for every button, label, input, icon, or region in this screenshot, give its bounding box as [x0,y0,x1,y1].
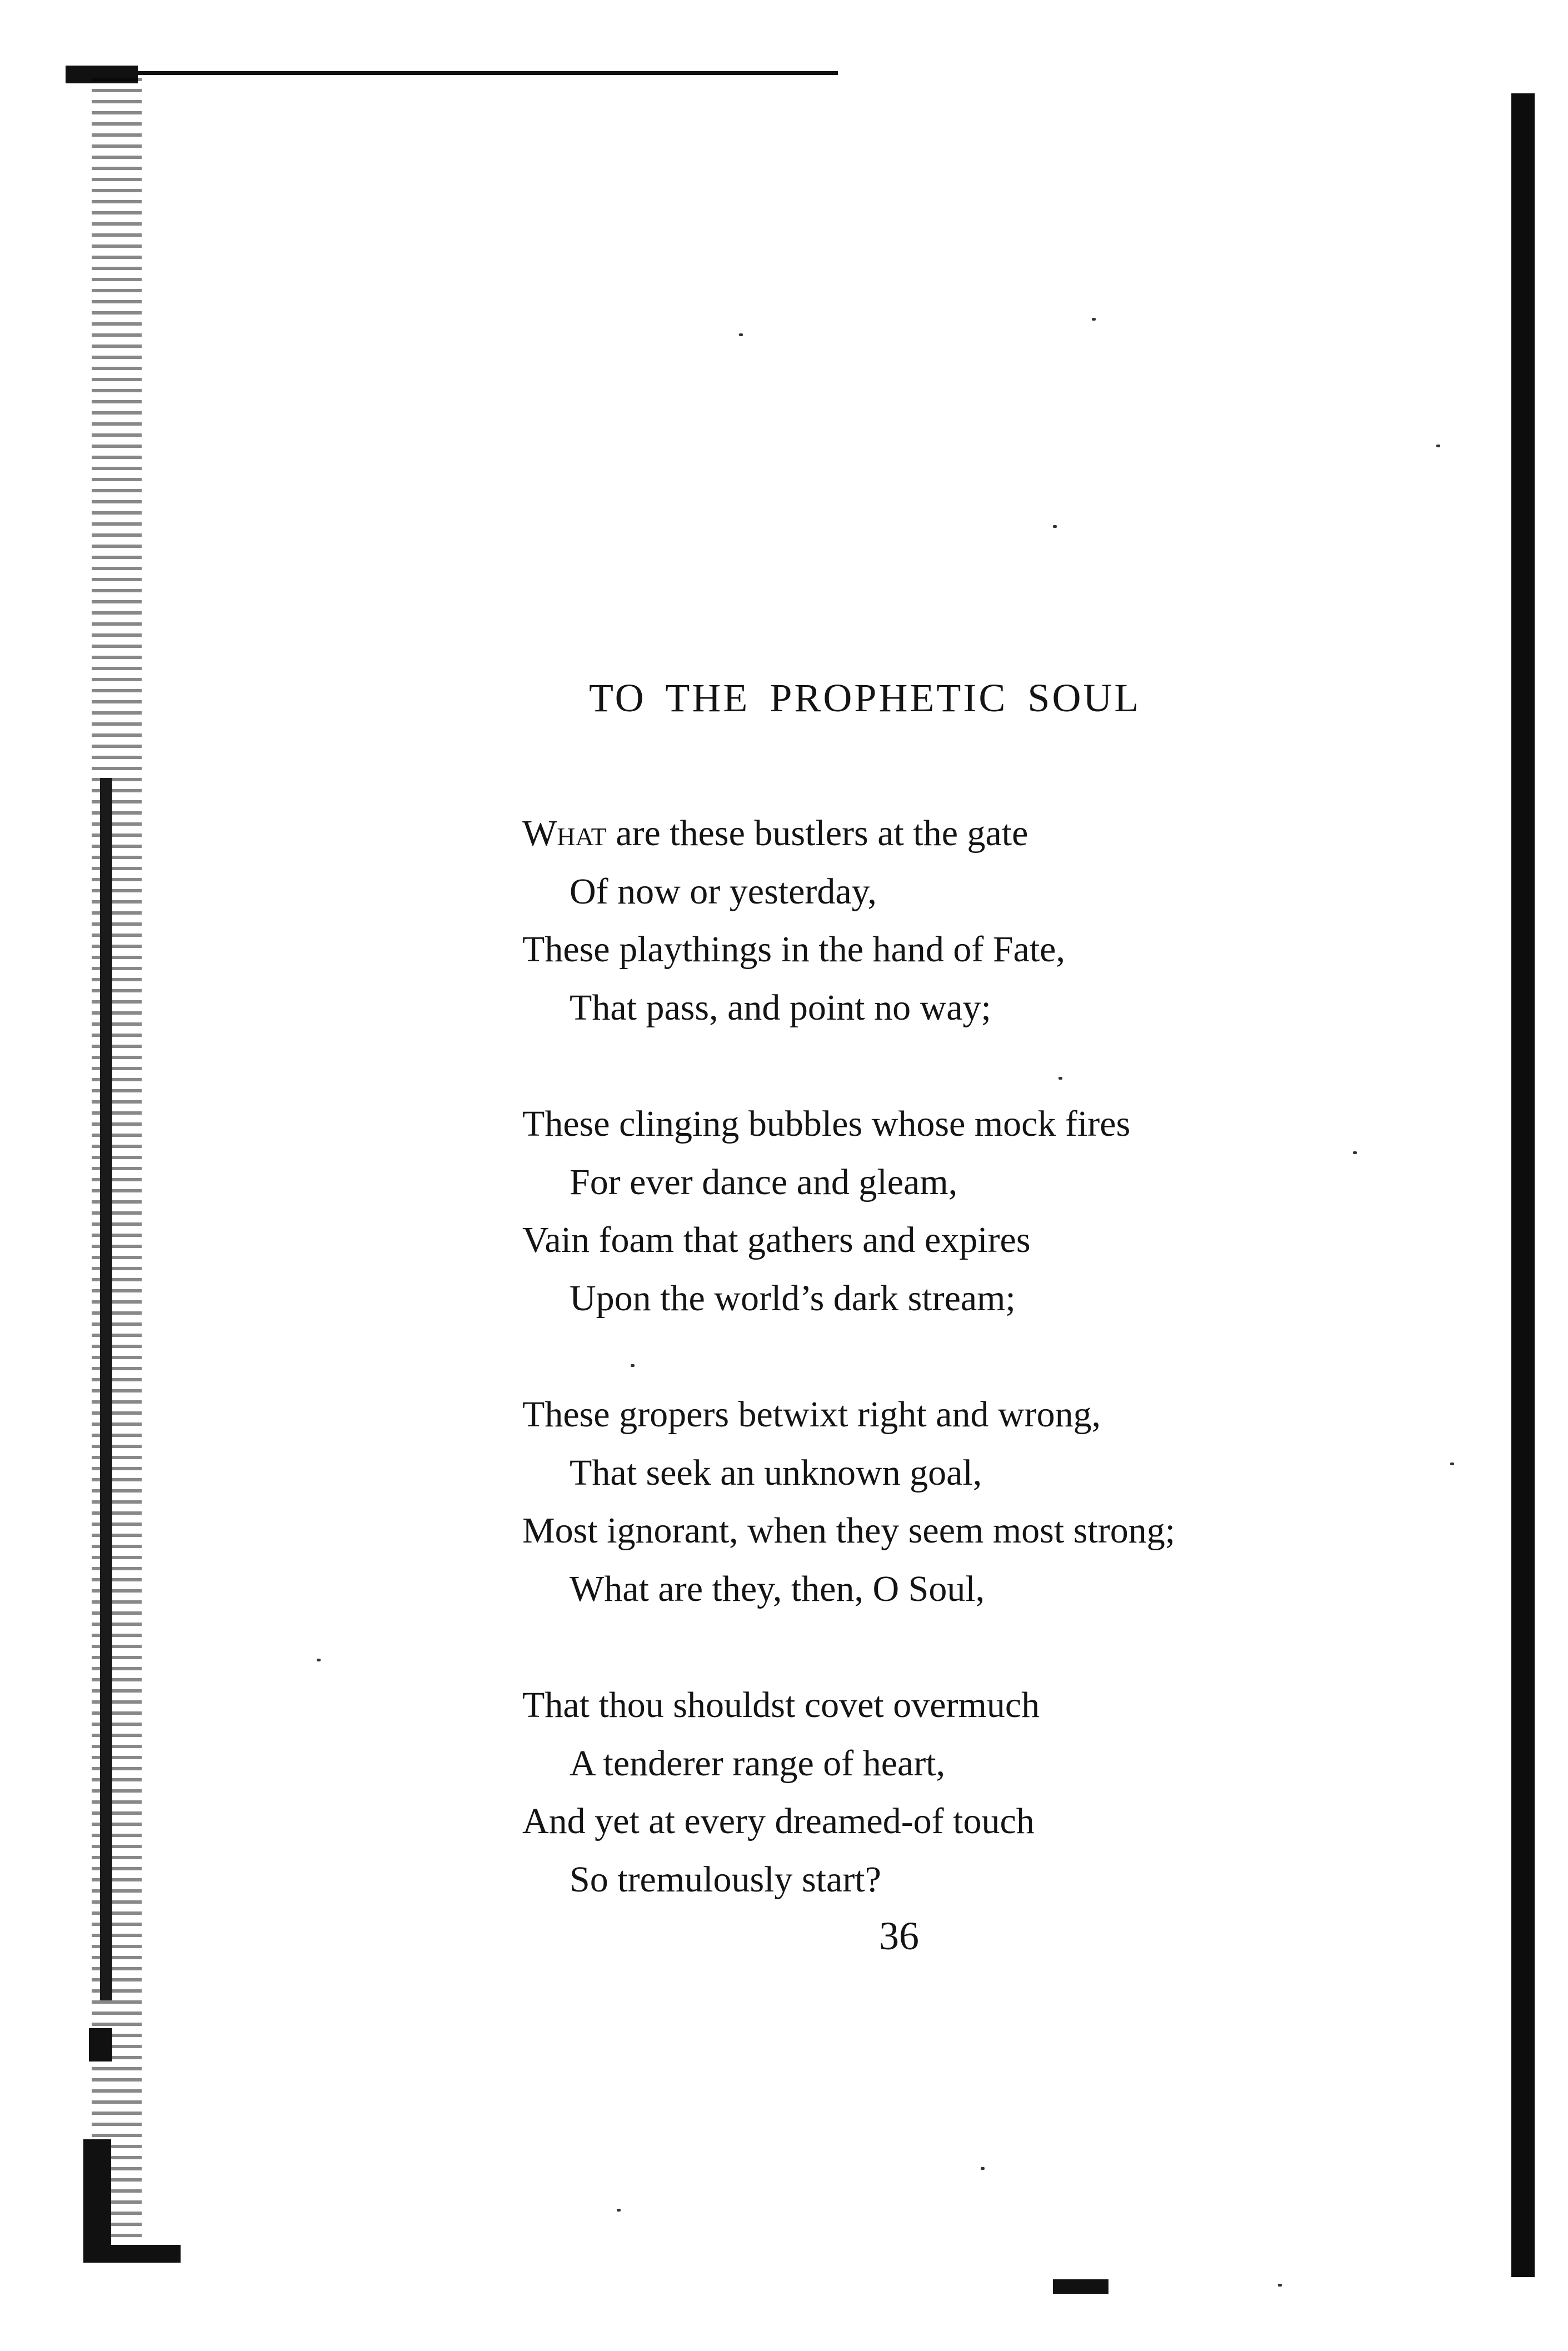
poem-line: These gropers betwixt right and wrong, [522,1394,1101,1435]
stanza-2 [522,1095,1439,1327]
poem-line: Of now or yesterday, [570,871,877,912]
poem-line: For ever dance and gleam, [570,1161,958,1202]
poem-line: These clinging bubbles whose mock fires [522,1104,1131,1144]
scan-bracket-left-horizontal [83,2245,181,2263]
scan-mark-bottom [1053,2279,1108,2294]
scan-border-right [1511,93,1535,2277]
poem-body [522,805,1439,1967]
poem-line-rest: are these bustlers at the gate [606,813,1028,853]
scan-border-top-rule [66,71,838,75]
poem-line [522,805,1439,863]
stanza-4 [522,1676,1439,1909]
stanza-3 [522,1386,1439,1618]
poem-line-lead: What [522,813,607,853]
poem-line: What are they, then, O Soul, [570,1568,985,1609]
poem-line: That seek an unknown goal, [570,1452,982,1493]
poem-line: A tenderer range of heart, [570,1743,946,1784]
poem-line: So tremulously start? [570,1859,881,1900]
poem-line: That thou shouldst covet overmuch [522,1685,1040,1725]
poem-line: And yet at every dreamed-of touch [522,1801,1035,1841]
scan-mark-left [89,2028,112,2062]
stanza-1 [522,805,1439,1037]
scan-border-left-solid [100,778,112,2000]
poem-line: That pass, and point no way; [570,987,991,1028]
poem-line: These playthings in the hand of Fate, [522,929,1065,970]
poem-line: Most ignorant, when they seem most strong; [522,1510,1176,1551]
poem-line: Vain foam that gathers and expires [522,1220,1031,1260]
page-number: 36 [879,1914,919,1958]
scan-border-left [92,78,142,2262]
poem-line: Upon the world’s dark stream; [570,1277,1016,1319]
poem-title: TO THE PROPHETIC SOUL [589,676,1141,720]
scan-bracket-left-vertical [83,2139,111,2256]
